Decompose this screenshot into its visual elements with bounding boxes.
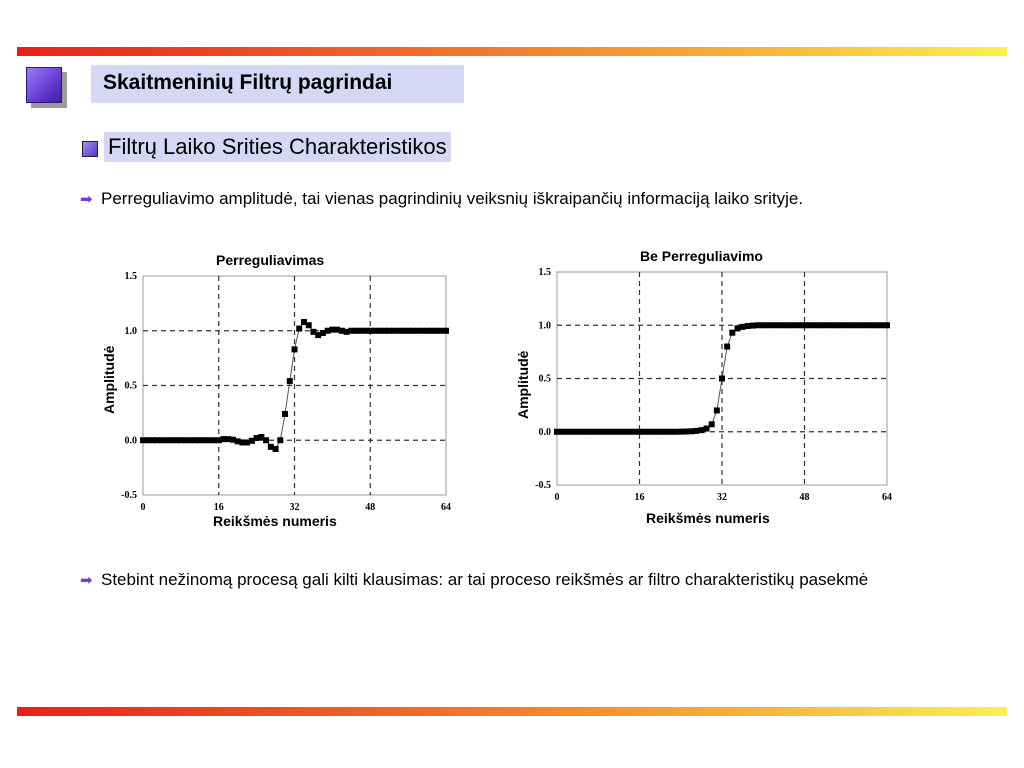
data-point (796, 322, 802, 328)
y-tick-label: 1.5 (538, 267, 551, 278)
x-tick-label: 0 (140, 502, 146, 513)
data-point (869, 322, 875, 328)
x-tick-label: 32 (717, 492, 727, 503)
data-point (564, 429, 570, 435)
data-point (709, 421, 715, 427)
data-point (657, 429, 663, 435)
data-point (858, 322, 864, 328)
data-point (626, 429, 632, 435)
data-point (704, 426, 710, 432)
bullet-text-1: Perreguliavimo amplitudė, tai vienas pagrindinių veiksnių iškraipančių informaciją laiko srityje. (101, 189, 804, 208)
y-tick-label: 1.5 (124, 271, 137, 282)
data-point (807, 322, 813, 328)
data-point (729, 330, 735, 336)
data-point (616, 429, 622, 435)
data-point (652, 429, 658, 435)
data-point (750, 323, 756, 329)
data-point (734, 325, 740, 331)
y-tick-label: 0.5 (124, 380, 137, 392)
x-tick-label: 32 (289, 502, 300, 513)
y-tick-label: -0.5 (535, 480, 551, 491)
y-tick-label: 1.0 (124, 325, 137, 337)
data-point (714, 407, 720, 413)
data-point (843, 322, 849, 328)
y-tick-label: 0.0 (538, 426, 551, 438)
data-point (853, 322, 859, 328)
data-point (786, 322, 792, 328)
data-point (647, 429, 653, 435)
data-point (745, 323, 751, 329)
data-point (585, 429, 591, 435)
chart-1-title: Perreguliavimas (216, 252, 325, 268)
data-point (771, 322, 777, 328)
data-point (879, 322, 885, 328)
data-point (637, 429, 643, 435)
data-point (611, 429, 617, 435)
data-point (667, 429, 673, 435)
x-tick-label: 0 (554, 492, 560, 503)
data-point (822, 322, 828, 328)
data-point (848, 322, 854, 328)
x-tick-label: 48 (365, 502, 376, 513)
chart-2-xlabel: Reikšmės numeris (646, 510, 770, 526)
data-point (693, 428, 699, 434)
data-point (874, 322, 880, 328)
data-point (765, 322, 771, 328)
data-point (781, 322, 787, 328)
data-point (595, 429, 601, 435)
data-point (724, 344, 730, 350)
data-point (776, 322, 782, 328)
data-point (755, 322, 761, 328)
data-point (575, 429, 581, 435)
data-point (688, 428, 694, 434)
chart-1-ylabel: Amplitudė (101, 345, 117, 414)
chart-2-ylabel: Amplitudė (515, 350, 531, 419)
data-point (760, 322, 766, 328)
data-point (683, 429, 689, 435)
data-point (569, 429, 575, 435)
x-tick-label: 64 (441, 502, 451, 513)
data-point (791, 322, 797, 328)
data-point (832, 322, 838, 328)
chart-1-xlabel: Reikšmės numeris (213, 513, 337, 529)
data-point (698, 427, 704, 433)
y-tick-label: 0.5 (538, 373, 551, 385)
data-point (812, 322, 818, 328)
data-point (678, 429, 684, 435)
data-point (606, 429, 612, 435)
x-tick-label: 48 (799, 492, 810, 503)
data-point (740, 324, 746, 330)
data-point (642, 429, 648, 435)
y-tick-label: 0.0 (124, 435, 137, 447)
data-point (719, 376, 725, 382)
data-point (554, 429, 560, 435)
data-point (559, 429, 565, 435)
x-tick-label: 16 (634, 492, 645, 503)
data-point (662, 429, 668, 435)
data-point (631, 429, 637, 435)
page-title: Skaitmeninių Filtrų pagrindai (103, 71, 393, 94)
data-point (580, 429, 586, 435)
data-point (673, 429, 679, 435)
data-point (590, 429, 596, 435)
section-title: Filtrų Laiko Srities Charakteristikos (108, 134, 447, 159)
bullet-text-2: Stebint nežinomą procesą gali kilti klausimas: ar tai proceso reikšmės ar filtro charakteristikų pasekmė (101, 570, 869, 589)
data-point (827, 322, 833, 328)
x-tick-label: 16 (213, 502, 224, 513)
data-point (802, 322, 808, 328)
chart-2-title: Be Perreguliavimo (640, 248, 763, 264)
bullet-2 (80, 569, 960, 592)
data-point (838, 322, 844, 328)
data-point (884, 322, 890, 328)
arrow-right-icon: ➡ (80, 572, 93, 589)
data-point (621, 429, 627, 435)
data-point (600, 429, 606, 435)
arrow-right-icon: ➡ (80, 191, 93, 208)
data-point (817, 322, 823, 328)
y-tick-label: 1.0 (538, 320, 551, 332)
data-point (863, 322, 869, 328)
y-tick-label: -0.5 (121, 490, 137, 501)
x-tick-label: 64 (882, 492, 892, 503)
